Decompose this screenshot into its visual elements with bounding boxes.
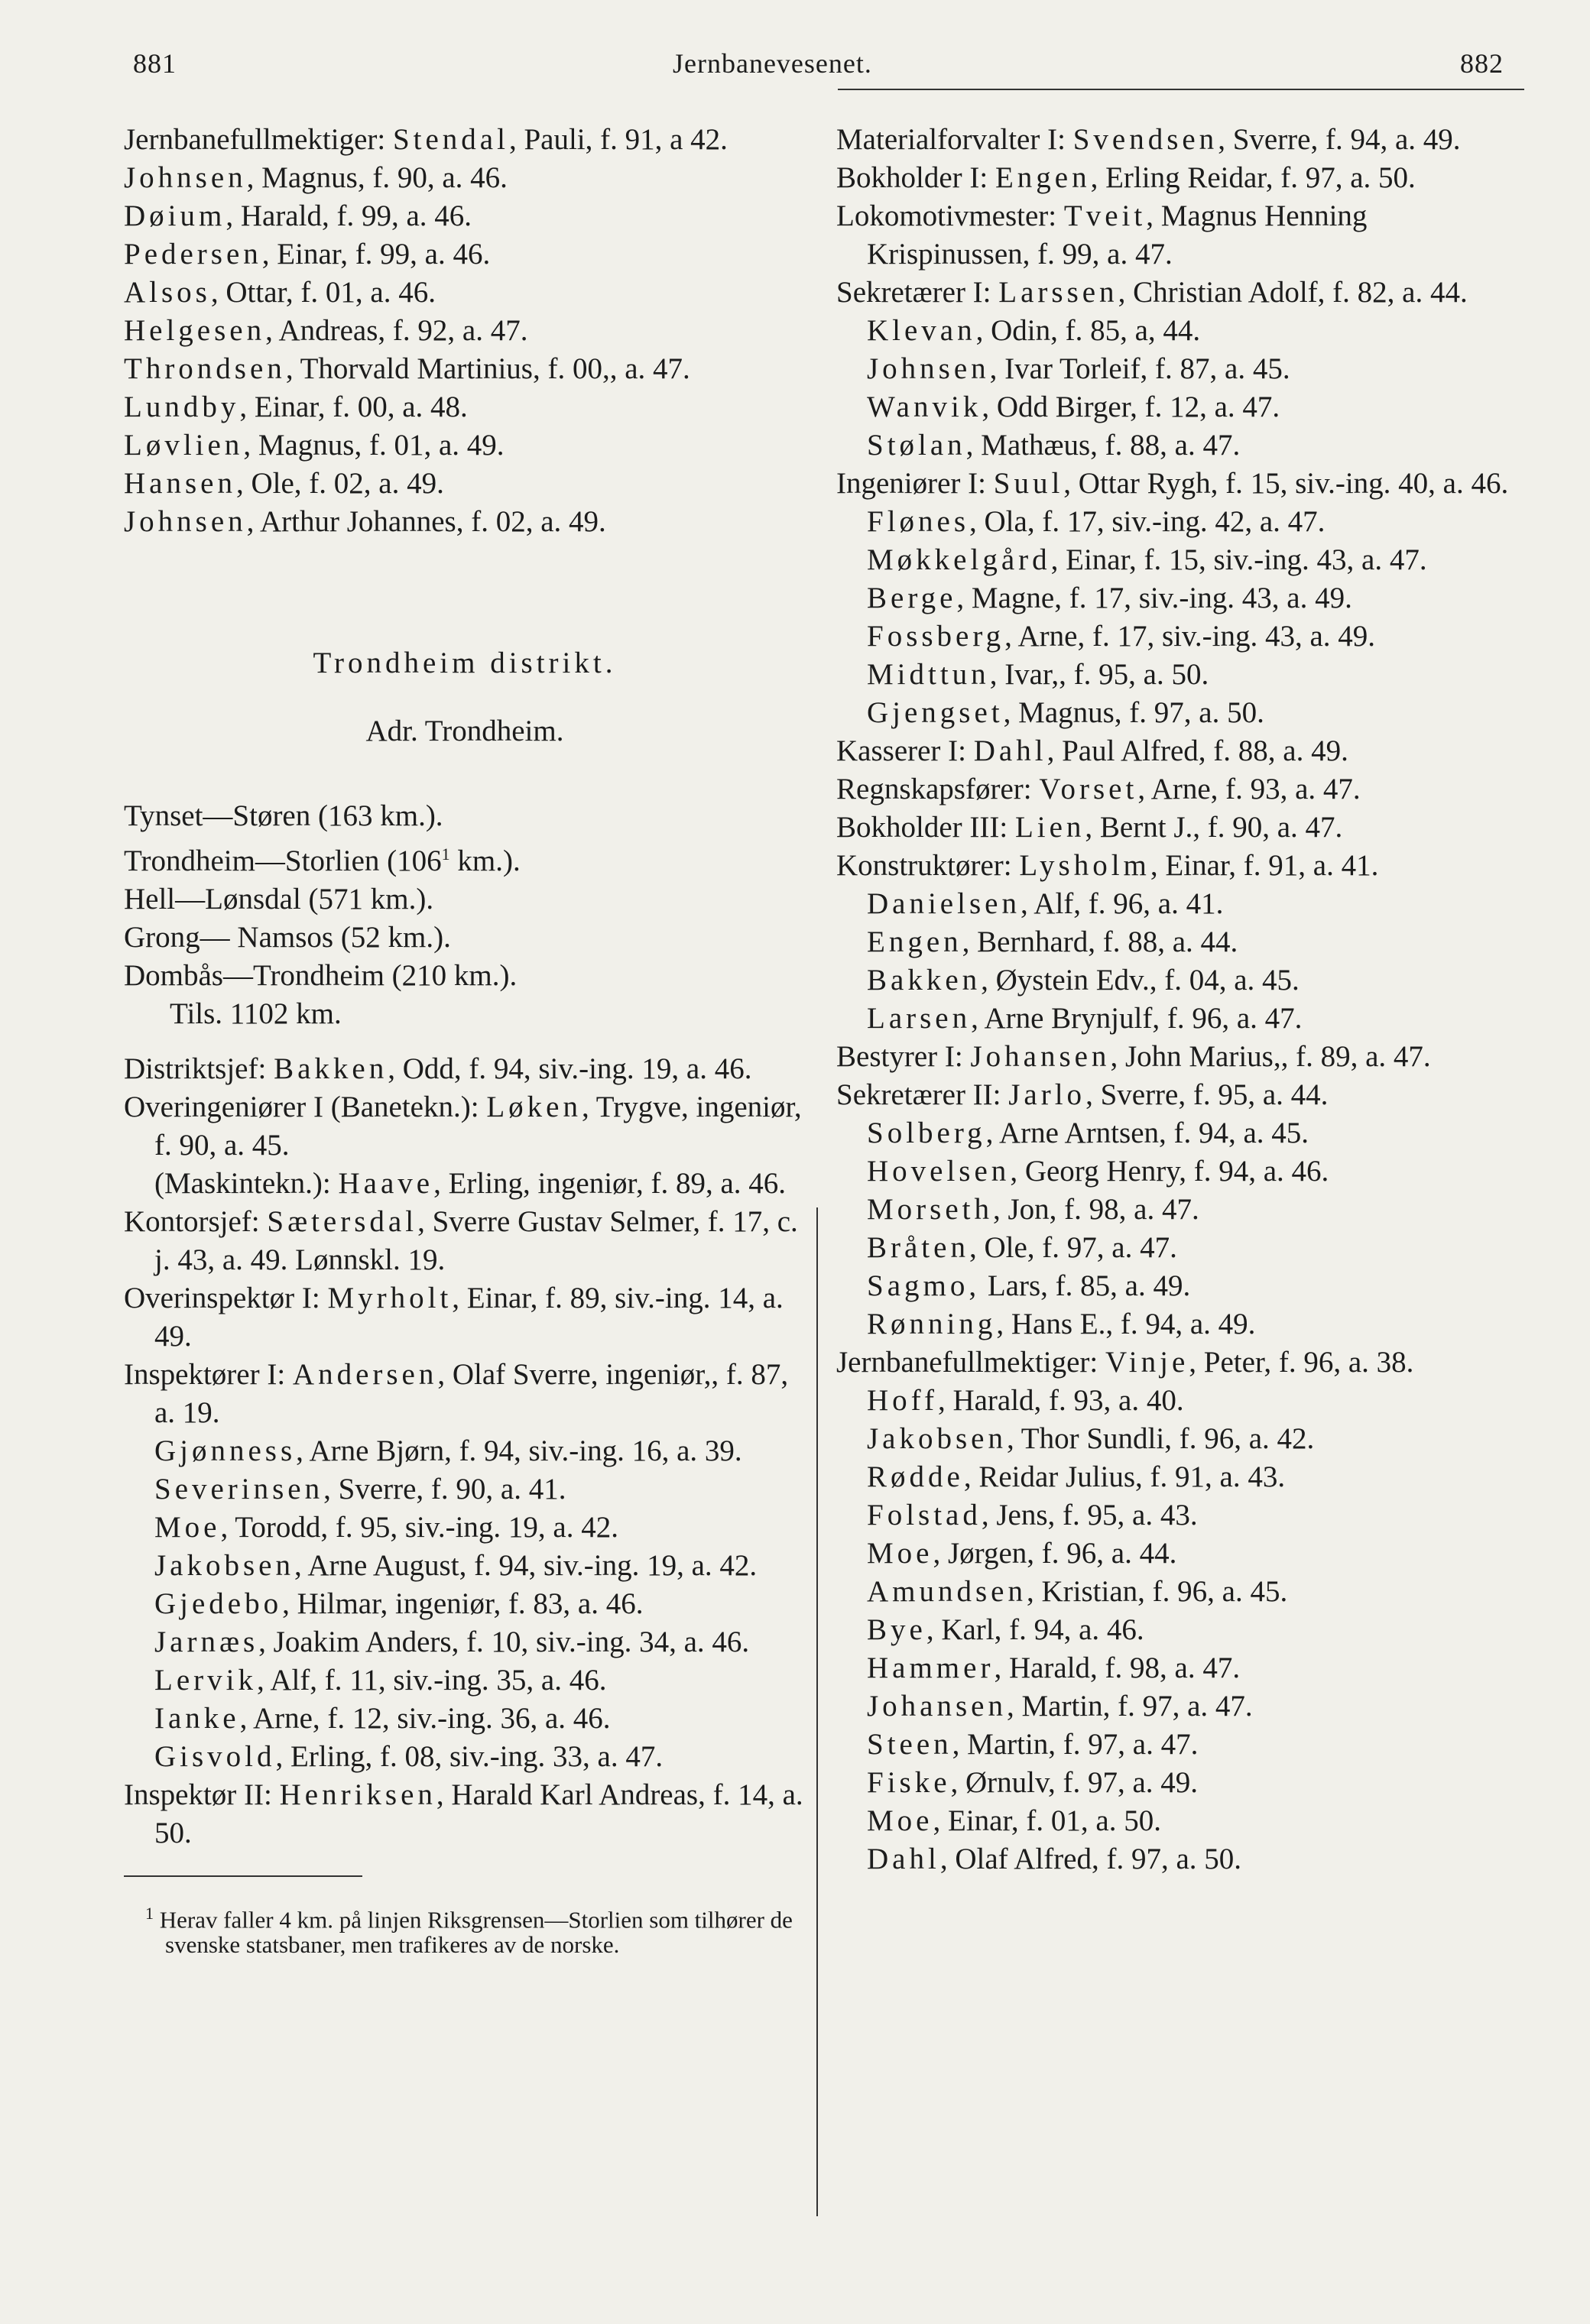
list-item: Engen, Bernhard, f. 88, a. 44. <box>867 925 1238 958</box>
list-item: Rønning, Hans E., f. 94, a. 49. <box>867 1308 1256 1340</box>
list-item: Helgesen, Andreas, f. 92, a. 47. <box>124 314 528 347</box>
list-item: Klevan, Odin, f. 85, a, 44. <box>867 314 1201 347</box>
surname: Moe <box>867 1804 933 1837</box>
entry-ingeniorer-1: Ingeniører I: Suul, Ottar Rygh, f. 15, siv.-ing. 40, a. 46. <box>836 467 1509 500</box>
surname: Throndsen <box>124 352 286 385</box>
surname: Lundby <box>124 391 240 423</box>
surname: Johnsen <box>124 505 247 538</box>
surname: Wanvik <box>867 391 982 423</box>
surname: Danielsen <box>867 887 1021 920</box>
list-item: Hansen, Ole, f. 02, a. 49. <box>124 467 444 500</box>
entry-inspektor-2: Inspektør II: Henriksen, Harald Karl Andreas, f. 14, a. 50. <box>124 1778 803 1849</box>
entry-distriktsjef: Distriktsjef: Bakken, Odd, f. 94, siv.-ing. 19, a. 46. <box>124 1052 752 1085</box>
surname: Bakken <box>867 964 982 997</box>
surname: Møkkelgård <box>867 543 1051 576</box>
list-item: Gjønness, Arne Bjørn, f. 94, siv.-ing. 16, a. 39. <box>154 1434 742 1467</box>
surname: Midttun <box>867 658 990 691</box>
entry-kontorsjef: Kontorsjef: Sætersdal, Sverre Gustav Selmer, f. 17, c. j. 43, a. 49. Lønnskl. 19. <box>124 1205 798 1276</box>
page-number-right: 882 <box>1460 48 1504 79</box>
entry-regnskapsforer: Regnskapsfører: Vorset, Arne, f. 93, a. 47. <box>836 773 1361 805</box>
footnote-rule <box>124 1875 362 1877</box>
header-rule <box>838 89 1524 90</box>
list-item: Rødde, Reidar Julius, f. 91, a. 43. <box>867 1460 1286 1493</box>
list-item: Jakobsen, Thor Sundli, f. 96, a. 42. <box>867 1422 1315 1455</box>
jernbanefullmektiger-list <box>836 1382 1527 1878</box>
entry-bestyrer: Bestyrer I: Johansen, John Marius,, f. 89, a. 47. <box>836 1040 1431 1073</box>
entry-sekretaerer-2: Sekretærer II: Jarlo, Sverre, f. 95, a. 44. <box>836 1078 1329 1111</box>
surname: Rønning <box>867 1308 997 1340</box>
list-item: Jakobsen, Arne August, f. 94, siv.-ing. 19, a. 42. <box>154 1549 758 1582</box>
list-item: Lundby, Einar, f. 00, a. 48. <box>124 391 468 423</box>
list-item: Morseth, Jon, f. 98, a. 47. <box>867 1193 1199 1226</box>
entry-konstruktorer: Konstruktører: Lysholm, Einar, f. 91, a. 41. <box>836 849 1379 882</box>
list-item: Solberg, Arne Arntsen, f. 94, a. 45. <box>867 1117 1309 1149</box>
route-total: Tils. 1102 km. <box>170 997 342 1030</box>
surname: Bye <box>867 1613 926 1646</box>
entry-sekretaerer-1: Sekretærer I: Larssen, Christian Adolf, f. 82, a. 44. <box>836 276 1468 309</box>
surname: Johnsen <box>867 352 990 385</box>
surname: Gjønness <box>154 1434 297 1467</box>
surname: Gjengset <box>867 696 1004 729</box>
list-item: Johnsen, Ivar Torleif, f. 87, a. 45. <box>867 352 1290 385</box>
list-item: Møkkelgård, Einar, f. 15, siv.-ing. 43, a. 47. <box>867 543 1427 576</box>
list-item: Lervik, Alf, f. 11, siv.-ing. 35, a. 46. <box>154 1664 607 1697</box>
entry-maskintekn: (Maskintekn.): Haave, Erling, ingeniør, f. 89, a. 46. <box>154 1167 787 1200</box>
list-item: Amundsen, Kristian, f. 96, a. 45. <box>867 1575 1288 1608</box>
entry-lokomotivmester: Lokomotivmester: Tveit, Magnus Henning Krispinussen, f. 99, a. 47. <box>836 199 1368 271</box>
entry-bokholder-3: Bokholder III: Lien, Bernt J., f. 90, a. 47. <box>836 811 1343 844</box>
list-item: Johnsen, Arthur Johannes, f. 02, a. 49. <box>124 505 606 538</box>
surname: Steen <box>867 1728 952 1761</box>
page-number-left: 881 <box>133 48 177 79</box>
list-item: Ianke, Arne, f. 12, siv.-ing. 36, a. 46. <box>154 1702 611 1735</box>
list-item: Johansen, Martin, f. 97, a. 47. <box>867 1690 1253 1723</box>
list-item: Dahl, Olaf Alfred, f. 97, a. 50. <box>867 1843 1242 1875</box>
surname: Fossberg <box>867 620 1005 653</box>
entry-kasserer: Kasserer I: Dahl, Paul Alfred, f. 88, a. 49. <box>836 734 1348 767</box>
list-item: Bakken, Øystein Edv., f. 04, a. 45. <box>867 964 1300 997</box>
district-title: Trondheim distrikt. <box>313 647 617 679</box>
surname: Amundsen <box>867 1575 1027 1608</box>
list-item: Flønes, Ola, f. 17, siv.-ing. 42, a. 47. <box>867 505 1326 538</box>
route-line: Hell—Lønsdal (571 km.). <box>124 883 434 916</box>
list-item: Severinsen, Sverre, f. 90, a. 41. <box>154 1473 566 1506</box>
list-item: Midttun, Ivar,, f. 95, a. 50. <box>867 658 1209 691</box>
running-title: Jernbanevesenet. <box>673 48 872 79</box>
list-item: Døium, Harald, f. 99, a. 46. <box>124 199 472 232</box>
surname: Sagmo, <box>867 1269 981 1302</box>
surname: Fiske <box>867 1766 951 1799</box>
entry-jernbanefullmektiger: Jernbanefullmektiger: Vinje, Peter, f. 96, a. 38. <box>836 1346 1414 1379</box>
list-item: Wanvik, Odd Birger, f. 12, a. 47. <box>867 391 1280 423</box>
list-item: Danielsen, Alf, f. 96, a. 41. <box>867 887 1224 920</box>
konstruktorer-list <box>836 885 1527 1038</box>
surname: Døium <box>124 199 226 232</box>
list-item: Throndsen, Thorvald Martinius, f. 00,, a. 47. <box>124 352 690 385</box>
surname: Severinsen <box>154 1473 324 1506</box>
surname: Stølan <box>867 429 966 462</box>
inspektorer-list <box>124 1432 806 1776</box>
footnote-ref: 1 <box>441 844 450 864</box>
surname: Moe <box>154 1511 221 1544</box>
list-item: Pedersen, Einar, f. 99, a. 46. <box>124 238 491 271</box>
surname: Jakobsen <box>154 1549 294 1582</box>
surname: Engen <box>867 925 962 958</box>
left-column <box>124 121 806 1981</box>
entry-materialforvalter: Materialforvalter I: Svendsen, Sverre, f. 94, a. 49. <box>836 123 1461 156</box>
surname: Hoff <box>867 1384 938 1417</box>
surname: Rødde <box>867 1460 964 1493</box>
sekretaerer-2-list <box>836 1114 1527 1344</box>
list-item: Løvlien, Magnus, f. 01, a. 49. <box>124 429 505 462</box>
surname: Folstad <box>867 1499 982 1532</box>
route-line: Grong— Namsos (52 km.). <box>124 921 451 954</box>
list-item: Folstad, Jens, f. 95, a. 43. <box>867 1499 1198 1532</box>
list-item: Larsen, Arne Brynjulf, f. 96, a. 47. <box>867 1002 1303 1035</box>
list-item: Alsos, Ottar, f. 01, a. 46. <box>124 276 436 309</box>
list-item: Moe, Jørgen, f. 96, a. 44. <box>867 1537 1177 1570</box>
list-item: Bye, Karl, f. 94, a. 46. <box>867 1613 1144 1646</box>
list-item: Berge, Magne, f. 17, siv.-ing. 43, a. 49. <box>867 582 1352 614</box>
surname: Gjedebo <box>154 1587 283 1620</box>
surname: Løvlien <box>124 429 244 462</box>
surname: Morseth <box>867 1193 993 1226</box>
surname: Johnsen <box>124 161 247 194</box>
list-item: Moe, Einar, f. 01, a. 50. <box>867 1804 1161 1837</box>
list-item: Fossberg, Arne, f. 17, siv.-ing. 43, a. 49. <box>867 620 1376 653</box>
column-divider <box>816 1207 818 2216</box>
list-item: Sagmo, Lars, f. 85, a. 49. <box>867 1269 1191 1302</box>
fullmektiger-list <box>124 159 806 541</box>
surname: Stendal <box>392 123 509 156</box>
surname: Lervik <box>154 1664 257 1697</box>
surname: Alsos <box>124 276 211 309</box>
surname: Flønes <box>867 505 970 538</box>
ingeniorer-list <box>836 503 1527 732</box>
list-item: Bråten, Ole, f. 97, a. 47. <box>867 1231 1177 1264</box>
surname: Pedersen <box>124 238 262 271</box>
surname: Klevan <box>867 314 976 347</box>
surname: Gisvold <box>154 1740 276 1773</box>
entry-inspektorer-1: Inspektører I: Andersen, Olaf Sverre, ingeniør,, f. 87, a. 19. <box>124 1358 789 1429</box>
surname: Hovelsen <box>867 1155 1011 1188</box>
list-item: Gjedebo, Hilmar, ingeniør, f. 83, a. 46. <box>154 1587 644 1620</box>
surname: Johansen <box>867 1690 1007 1723</box>
list-item: Hovelsen, Georg Henry, f. 94, a. 46. <box>867 1155 1329 1188</box>
surname: Ianke <box>154 1702 240 1735</box>
list-item: Stølan, Mathæus, f. 88, a. 47. <box>867 429 1241 462</box>
list-item: Hoff, Harald, f. 93, a. 40. <box>867 1384 1184 1417</box>
sekretaerer-1-list <box>836 312 1527 465</box>
surname: Hansen <box>124 467 236 500</box>
route-line: Dombås—Trondheim (210 km.). <box>124 959 518 992</box>
entry-bokholder-1: Bokholder I: Engen, Erling Reidar, f. 97, a. 50. <box>836 161 1416 194</box>
surname: Dahl <box>867 1843 940 1875</box>
surname: Jakobsen <box>867 1422 1007 1455</box>
list-item: Johnsen, Magnus, f. 90, a. 46. <box>124 161 508 194</box>
district-address: Adr. Trondheim. <box>365 715 564 747</box>
surname: Solberg <box>867 1117 986 1149</box>
list-item: Gisvold, Erling, f. 08, siv.-ing. 33, a. 47. <box>154 1740 664 1773</box>
route-line: Trondheim—Storlien ($106^1$ km.). <box>124 844 521 877</box>
list-item: Moe, Torodd, f. 95, siv.-ing. 19, a. 42. <box>154 1511 618 1544</box>
list-item: Gjengset, Magnus, f. 97, a. 50. <box>867 696 1264 729</box>
entry-overingenior: Overingeniører I (Banetekn.): Løken, Trygve, ingeniør, f. 90, a. 45. <box>124 1091 802 1162</box>
surname: Hammer <box>867 1651 995 1684</box>
footnote: $^1$ Herav faller 4 km. på linjen Riksgrensen—Storlien som tilhører de svenske statsbaner, men trafikeres av de norske. <box>145 1904 793 1959</box>
surname: Larsen <box>867 1002 972 1035</box>
entry-fullmektiger-head: Jernbanefullmektiger: Stendal, Pauli, f. 91, a 42. <box>124 123 728 156</box>
surname: Moe <box>867 1537 933 1570</box>
list-item: Hammer, Harald, f. 98, a. 47. <box>867 1651 1241 1684</box>
route-line: Tynset—Støren (163 km.). <box>124 799 443 832</box>
list-item: Fiske, Ørnulv, f. 97, a. 49. <box>867 1766 1199 1799</box>
surname: Jarnæs <box>154 1626 259 1658</box>
surname: Helgesen <box>124 314 266 347</box>
right-column <box>836 121 1527 1878</box>
surname: Bråten <box>867 1231 969 1264</box>
entry-overinspektor: Overinspektør I: Myrholt, Einar, f. 89, siv.-ing. 14, a. 49. <box>124 1282 784 1353</box>
list-item: Steen, Martin, f. 97, a. 47. <box>867 1728 1199 1761</box>
surname: Berge <box>867 582 957 614</box>
list-item: Jarnæs, Joakim Anders, f. 10, siv.-ing. 34, a. 46. <box>154 1626 750 1658</box>
